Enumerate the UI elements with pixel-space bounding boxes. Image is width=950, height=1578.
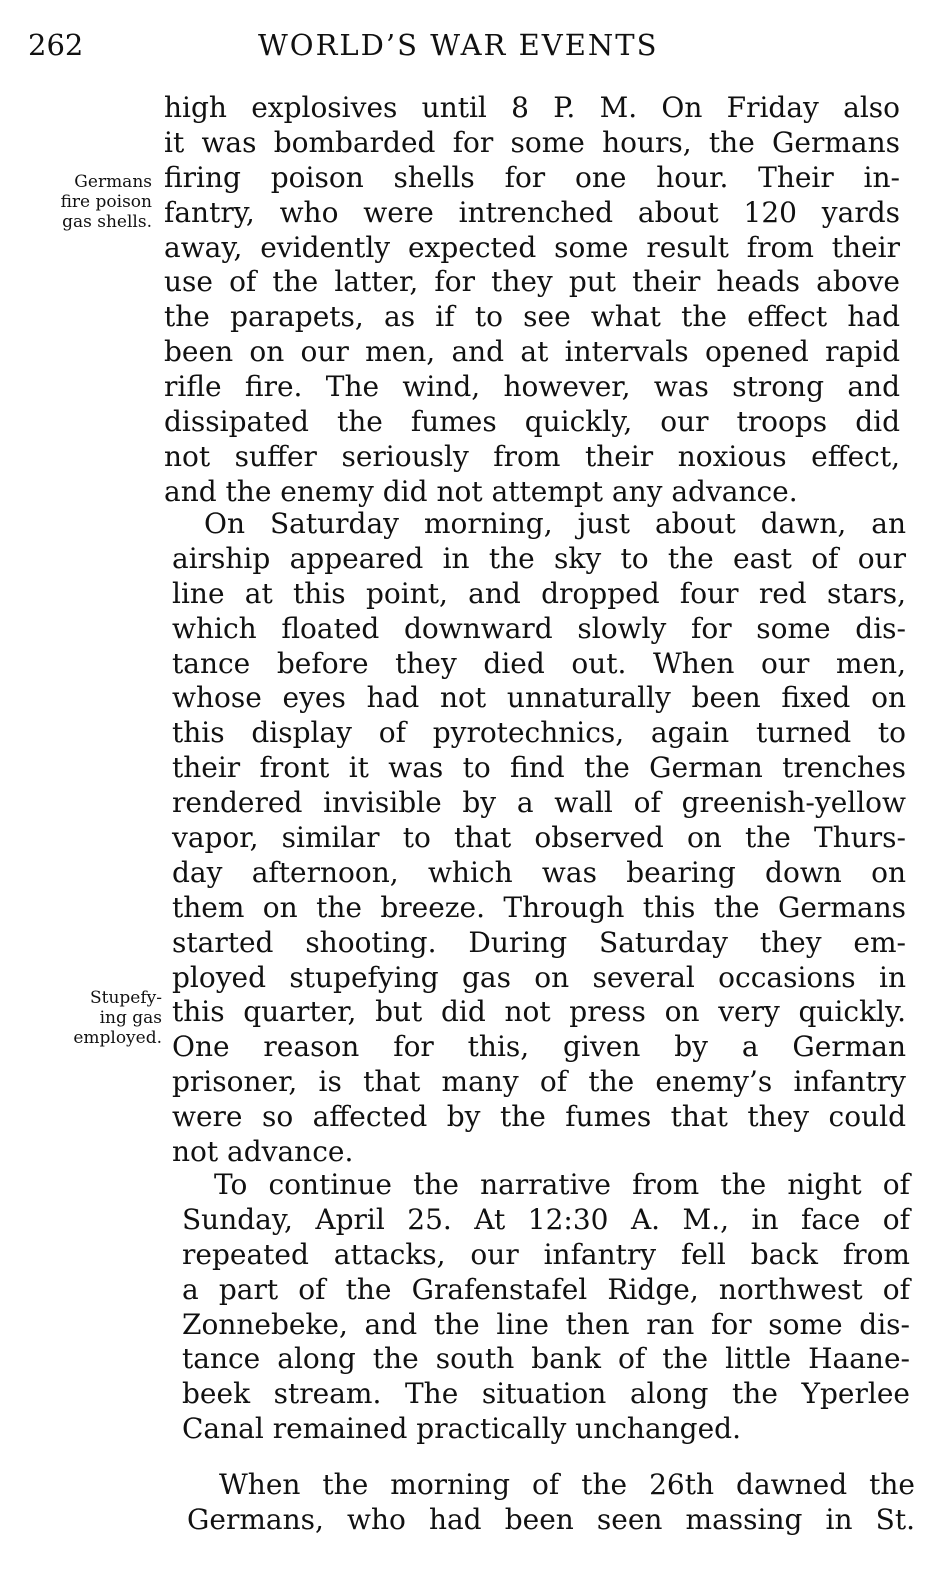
paragraph-2	[172, 507, 906, 1170]
text-line: On Saturday morning, just about dawn, an	[204, 507, 906, 540]
text-line: beek stream. The situation along the Yperlee	[182, 1377, 910, 1411]
text-line: firing poison shells for one hour. Their in-	[164, 160, 900, 194]
text-line: Zonnebeke, and the line then ran for some dis-	[182, 1307, 910, 1341]
text-line: rifle fire. The wind, however, was strong and	[164, 370, 900, 404]
text-line: which floated downward slowly for some dis-	[172, 611, 906, 645]
paragraph-4	[187, 1468, 915, 1538]
text-line: away, evidently expected some result from their	[164, 230, 900, 264]
text-line: them on the breeze. Through this the Germans	[172, 890, 906, 924]
text-line: it was bombarded for some hours, the Germans	[164, 125, 900, 159]
text-line: airship appeared in the sky to the east of our	[172, 541, 906, 575]
text-line: ployed stupefying gas on several occasions in	[172, 960, 906, 994]
text-line: not advance.	[172, 1135, 354, 1169]
margin-note-line: gas shells.	[62, 212, 152, 232]
text-line: rendered invisible by a wall of greenish-yellow	[172, 786, 906, 820]
text-line: line at this point, and dropped four red stars,	[172, 576, 906, 610]
text-line: the parapets, as if to see what the effect had	[164, 300, 900, 334]
text-line: Sunday, April 25. At 12:30 A. M., in face of	[182, 1202, 910, 1236]
text-line: their front it was to find the German trenches	[172, 751, 906, 785]
margin-note-line: Germans	[74, 172, 152, 192]
margin-note-stupefying-gas	[24, 988, 162, 1048]
text-line: been on our men, and at intervals opened rapid	[164, 335, 900, 369]
text-line: high explosives until 8 P. M. On Friday also	[164, 91, 900, 124]
margin-note-line: Stupefy-	[89, 988, 162, 1008]
running-head: WORLD’S WAR EVENTS	[258, 28, 659, 62]
text-line: were so affected by the fumes that they could	[172, 1100, 906, 1134]
text-line: whose eyes had not unnaturally been fixed on	[172, 681, 906, 715]
text-line: vapor, similar to that observed on the Thurs-	[172, 821, 906, 855]
text-line: use of the latter, for they put their heads above	[164, 265, 900, 299]
text-line: this quarter, but did not press on very quickly.	[172, 995, 906, 1029]
text-line: To continue the narrative from the night of	[214, 1168, 910, 1201]
text-line: fantry, who were intrenched about 120 yards	[164, 195, 900, 229]
text-line: repeated attacks, our infantry fell back from	[182, 1237, 910, 1271]
text-line: dissipated the fumes quickly, our troops did	[164, 405, 900, 439]
text-line: Germans, who had been seen massing in St.	[187, 1502, 915, 1536]
text-line: One reason for this, given by a German	[172, 1030, 906, 1064]
text-line: this display of pyrotechnics, again turned to	[172, 716, 906, 750]
margin-note-line: ing gas	[99, 1008, 162, 1028]
text-line: not suffer seriously from their noxious effect,	[164, 439, 900, 473]
text-line: Canal remained practically unchanged.	[182, 1412, 742, 1446]
text-line: and the enemy did not attempt any advance.	[164, 474, 798, 508]
paragraph-1	[164, 91, 900, 510]
paragraph-3	[182, 1168, 910, 1447]
text-line: When the morning of the 26th dawned the	[219, 1468, 915, 1501]
text-line: day afternoon, which was bearing down on	[172, 855, 906, 889]
text-line: tance along the south bank of the little Haane-	[182, 1342, 910, 1376]
margin-note-line: fire poison	[60, 192, 152, 212]
margin-note-line: employed.	[73, 1028, 162, 1048]
text-line: started shooting. During Saturday they em-	[172, 925, 906, 959]
text-line: a part of the Grafenstafel Ridge, northwest of	[182, 1272, 910, 1306]
text-line: prisoner, is that many of the enemy’s infantry	[172, 1065, 906, 1099]
text-line: tance before they died out. When our men,	[172, 646, 906, 680]
page-number: 262	[28, 28, 84, 62]
margin-note-gas-shells	[24, 172, 152, 232]
